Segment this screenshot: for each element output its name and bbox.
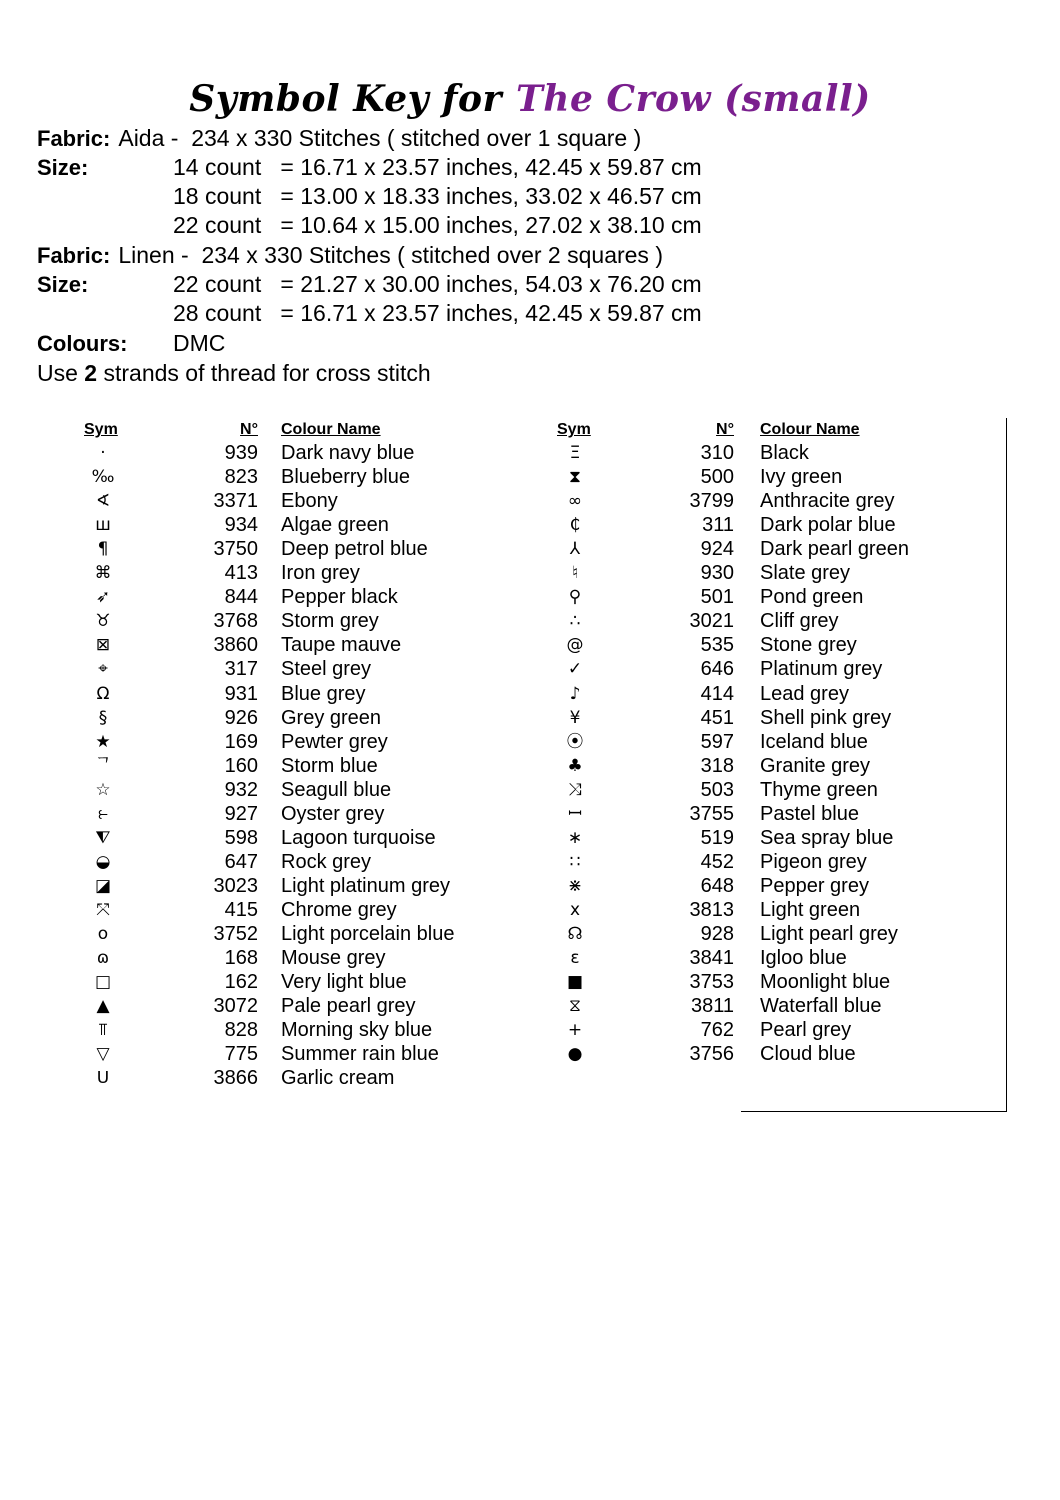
dmc-number: 597 [700,730,734,753]
colour-name: Dark polar blue [760,514,896,537]
spec-text: DMC [173,330,226,356]
dmc-number: 415 [224,898,258,921]
symbol-glyph: ∷ [569,851,581,872]
symbol-glyph: ♪ [569,683,581,704]
dmc-number: 501 [700,586,734,609]
symbol-glyph: ш [95,515,111,536]
colour-name: Blue grey [281,682,366,705]
dmc-number: 647 [224,850,258,873]
header-name-right: Colour Name [760,421,860,438]
dmc-number: 931 [224,682,258,705]
dmc-number: 414 [700,682,734,705]
dmc-number: 844 [224,586,258,609]
symbol-glyph: ☆ [95,779,111,800]
colour-name: Garlic cream [281,1067,395,1090]
colour-name: Light platinum grey [281,874,450,897]
dmc-number: 3755 [689,802,734,825]
symbol-glyph: ⌖ [98,659,108,680]
dmc-number: 500 [700,466,734,489]
spec-line [37,329,226,358]
dmc-number: 3753 [689,971,734,994]
spec-text: 28 count = 16.71 x 23.57 inches, 42.45 x 59.87 cm [173,300,702,326]
colour-name: Seagull blue [281,778,392,801]
header-num-left: N° [240,421,258,438]
header-num-right: N° [716,421,734,438]
symbol-glyph: ∞ [567,491,583,512]
dmc-number: 928 [700,923,734,945]
dmc-number: 648 [700,874,734,897]
dmc-number: 169 [224,730,258,753]
colour-name: Pigeon grey [760,850,867,873]
symbol-glyph: ⧨ [95,827,111,848]
colour-name: Algae green [281,514,389,537]
symbol-glyph: ‰ [91,467,115,488]
colour-name: Lagoon turquoise [281,826,436,849]
dmc-number: 317 [224,658,258,681]
colour-name: Deep petrol blue [281,538,428,561]
symbol-glyph: ⚲ [568,587,582,608]
colour-name: Pepper grey [760,874,869,897]
symbol-glyph: ● [567,1044,583,1065]
colour-name: Iron grey [281,562,360,585]
colour-name: Ebony [281,490,338,513]
symbol-glyph: ⋇ [567,875,583,896]
symbol-glyph: ⅄ [569,539,581,560]
colour-name: Stone grey [760,634,857,657]
symbol-glyph: ⥼ [98,803,108,824]
dmc-number: 934 [224,514,258,537]
symbol-glyph: ⧖ [569,996,581,1017]
symbol-glyph: ★ [95,731,111,752]
dmc-number: 3371 [213,490,258,513]
colour-name: Grey green [281,706,382,729]
symbol-glyph: ₵ [569,515,581,536]
dmc-number: 926 [224,706,258,729]
dmc-number: 519 [700,826,734,849]
dmc-number: 318 [700,754,734,777]
symbol-glyph: ◒ [95,851,111,872]
spec-label: Fabric: [37,243,111,268]
dmc-number: 162 [224,971,258,994]
colour-name: Chrome grey [281,898,397,921]
header-name-left: Colour Name [281,421,381,438]
table-border-right [1006,418,1007,1112]
dmc-number: 3756 [689,1043,734,1066]
dmc-number: 775 [224,1043,258,1066]
spec-text: 14 count = 16.71 x 23.57 inches, 42.45 x 59.87 cm [173,154,702,180]
strands-note: Use 2 strands of thread for cross stitch [37,360,431,386]
symbol-glyph: ▽ [96,1044,110,1065]
symbol-glyph: ε [570,948,580,969]
spec-label: Size: [37,155,89,180]
dmc-number: 3799 [689,490,734,513]
symbol-glyph: ➶ [95,587,111,608]
symbol-glyph: ☊ [567,924,583,944]
symbol-glyph: § [98,707,108,728]
symbol-glyph: ■ [566,972,584,993]
dmc-number: 3813 [689,898,734,921]
pattern-name: The Crow (small) [516,78,871,120]
colour-name: Light pearl grey [760,923,898,945]
symbol-glyph: ∗ [567,827,583,848]
spec-text: 22 count = 21.27 x 30.00 inches, 54.03 x 76.20 cm [173,271,702,297]
spec-text: 18 count = 13.00 x 18.33 inches, 33.02 x 46.57 cm [173,183,702,209]
colour-name: Platinum grey [760,658,883,681]
dmc-number: 311 [702,514,734,537]
dmc-number: 828 [224,1019,258,1042]
spec-label: Size: [37,272,89,297]
dmc-number: 503 [700,778,734,801]
colour-name: Pond green [760,586,864,609]
dmc-number: 3866 [213,1067,258,1090]
spec-line [37,270,702,299]
colour-name: Ivy green [760,466,843,489]
spec-line [37,241,663,270]
header-sym-right: Sym [557,421,591,438]
colour-name: Pewter grey [281,730,388,753]
symbol-glyph: @ [566,635,584,656]
dmc-number: 310 [700,442,734,464]
dmc-number: 823 [224,466,258,489]
symbol-glyph: ¶ [97,539,109,560]
spec-text: Linen - 234 x 330 Stitches ( stitched over 2 squares ) [118,242,663,268]
colour-name: Cliff grey [760,610,839,633]
symbol-glyph: + [567,1020,583,1041]
symbol-glyph: ✓ [567,659,583,680]
symbol-glyph: ¥ [569,707,581,728]
symbol-glyph: ▲ [96,996,110,1017]
dmc-number: 160 [224,754,258,777]
colour-name: Light green [760,898,861,921]
symbol-glyph: o [97,924,109,944]
spec-label: Colours: [37,331,128,356]
colour-name: Very light blue [281,971,407,994]
colour-name: Lead grey [760,682,849,705]
colour-name: Igloo blue [760,947,847,970]
symbol-glyph: ♣ [567,755,583,776]
symbol-glyph: ᑌ [96,1068,110,1089]
dmc-number: 3072 [213,995,258,1018]
colour-name: Moonlight blue [760,971,891,994]
symbol-glyph: ♮ [571,563,579,584]
symbol-glyph: ◪ [94,875,112,896]
colour-name: Iceland blue [760,730,868,753]
spec-text: 22 count = 10.64 x 15.00 inches, 27.02 x 38.10 cm [173,212,702,238]
symbol-glyph: Ω [96,683,110,704]
symbol-glyph: ᄀ [94,755,112,776]
symbol-glyph: ꟷ [568,803,582,824]
dmc-number: 927 [224,802,258,825]
spec-line [37,153,702,182]
colour-name: Anthracite grey [760,490,895,513]
symbol-glyph: ɷ [96,948,110,969]
page-title [0,78,1060,120]
title-prefix: Symbol Key for [189,78,503,120]
colour-name: Pearl grey [760,1019,852,1042]
symbol-glyph: ∴ [569,611,581,632]
symbol-glyph: ⊠ [95,635,111,656]
colour-name: Oyster grey [281,802,385,825]
colour-name: Thyme green [760,778,878,801]
symbol-glyph: ⧗ [569,467,581,488]
colour-name: Pepper black [281,586,398,609]
colour-name: Shell pink grey [760,706,892,729]
symbol-glyph: ⤧ [96,899,110,920]
dmc-number: 646 [700,658,734,681]
colour-name: Light porcelain blue [281,923,455,945]
symbol-glyph: ⦿ [566,731,584,752]
colour-name: Cloud blue [760,1043,856,1066]
header-sym-left: Sym [84,421,118,438]
dmc-number: 598 [224,826,258,849]
dmc-number: 930 [700,562,734,585]
dmc-number: 939 [224,442,258,464]
colour-name: Blueberry blue [281,466,410,489]
symbol-glyph: ⌘ [94,563,112,584]
spec-label: Fabric: [37,126,111,151]
dmc-number: 932 [224,778,258,801]
dmc-number: 3750 [213,538,258,561]
colour-name: Mouse grey [281,947,386,970]
table-border-bottom [741,1111,1007,1112]
dmc-number: 3021 [689,610,734,633]
dmc-number: 3023 [213,874,258,897]
colour-name: Taupe mauve [281,634,402,657]
symbol-glyph: · [100,443,106,463]
symbol-glyph: x [569,899,581,920]
spec-line [37,124,641,153]
colour-name: Dark navy blue [281,442,415,464]
colour-name: Summer rain blue [281,1043,439,1066]
dmc-number: 168 [224,947,258,970]
dmc-number: 413 [224,562,258,585]
symbol-glyph: □ [94,972,112,993]
colour-name: Storm blue [281,754,378,777]
colour-name: Storm grey [281,610,379,633]
dmc-number: 452 [700,850,734,873]
dmc-number: 535 [700,634,734,657]
dmc-number: 3860 [213,634,258,657]
colour-name: Pale pearl grey [281,995,416,1018]
dmc-number: 451 [700,706,734,729]
colour-name: Pastel blue [760,802,859,825]
colour-name: Black [760,442,809,464]
symbol-glyph: ⫪ [98,1020,108,1041]
colour-name: Slate grey [760,562,851,585]
dmc-number: 3768 [213,610,258,633]
dmc-number: 762 [700,1019,734,1042]
colour-name: Dark pearl green [760,538,909,561]
dmc-number: 3841 [689,947,734,970]
colour-name: Waterfall blue [760,995,882,1018]
colour-name: Granite grey [760,754,871,777]
dmc-number: 3752 [213,923,258,945]
symbol-glyph: ⤨ [568,779,582,800]
colour-name: Morning sky blue [281,1019,433,1042]
dmc-number: 924 [700,538,734,561]
dmc-number: 3811 [690,995,734,1018]
colour-name: Sea spray blue [760,826,894,849]
symbol-glyph: Ξ [569,443,581,463]
strand-count: 2 [84,360,98,386]
colour-name: Rock grey [281,850,372,873]
symbol-glyph: ♉ [95,611,111,632]
spec-text: Aida - 234 x 330 Stitches ( stitched over 1 square ) [118,125,642,151]
symbol-glyph: ∢ [95,491,111,512]
colour-name: Steel grey [281,658,372,681]
